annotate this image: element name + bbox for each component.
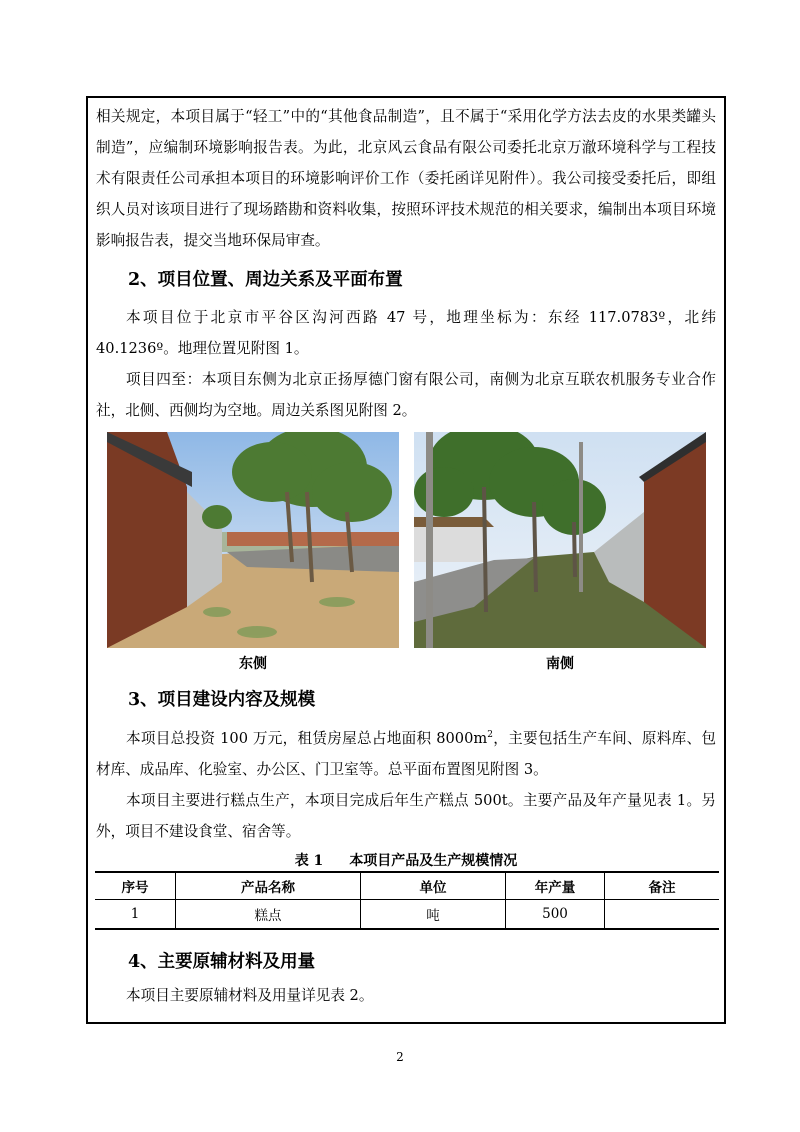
section-4-paragraph: 本项目主要原辅材料及用量详见表 2。 — [126, 986, 374, 1004]
col-header-remarks: 备注 — [605, 872, 720, 900]
section-3-investment-text: 本项目总投资 100 万元，租赁房屋总占地面积 8000m — [126, 729, 488, 747]
section-2-location-paragraph: 本项目位于北京市平谷区沟河西路 47 号，地理坐标为：东经 117.0783º，北纬 40.1236º。地理位置见附图 1。 — [96, 309, 716, 357]
section-4-heading: 4、主要原辅材料及用量 — [128, 951, 316, 972]
intro-paragraph: 相关规定，本项目属于“轻工”中的“其他食品制造”，且不属于“采用化学方法去皮的水果类罐头制造”，应编制环境影响报告表。为此，北京风云食品有限公司委托北京万澈环境科学与工程技术有限责任公司承担本项目的环境影响评价工作（委托函详见附件）。我公司接受委托后，即组织人员对该项目进行了现场踏勘和资料收集，按照环评技术规范的相关要求，编制出本项目环境影响报告表，提交当地环保局审查。 — [96, 108, 716, 249]
area-unit-superscript: 2 — [487, 730, 493, 740]
col-header-annual-output: 年产量 — [506, 872, 605, 900]
product-scale-table — [95, 871, 719, 930]
table-row — [95, 899, 719, 929]
col-header-product-name: 产品名称 — [176, 872, 361, 900]
section-3-investment-text-cont: ，主要包括生产车间、原料库、包材库、成品库、化验室、办公区、门卫室等。总平面布置图见附图 3。 — [96, 729, 716, 778]
table-header-row — [95, 872, 719, 900]
col-header-unit: 单位 — [361, 872, 506, 900]
south-side-caption: 南侧 — [546, 656, 574, 672]
south-side-photo — [414, 432, 706, 648]
south-side-photo-image — [414, 432, 706, 648]
east-side-photo-image — [107, 432, 399, 648]
east-side-photo — [107, 432, 399, 648]
cell-remarks — [605, 899, 720, 929]
east-side-caption: 东侧 — [239, 656, 267, 672]
section-3-production-paragraph: 本项目主要进行糕点生产，本项目完成后年生产糕点 500t。主要产品及年产量见表 1。另外，项目不建设食堂、宿舍等。 — [96, 791, 716, 840]
table-1-title — [96, 851, 716, 871]
section-3-heading: 3、项目建设内容及规模 — [128, 690, 316, 710]
section-2-heading: 2、项目位置、周边关系及平面布置 — [128, 270, 403, 290]
cell-annual-output: 500 — [506, 899, 605, 929]
table-1-number: 表 1 — [294, 852, 324, 869]
col-header-index: 序号 — [95, 872, 176, 900]
report-content — [96, 98, 716, 1011]
page-number: 2 — [396, 1050, 404, 1064]
section-2-surroundings-paragraph: 项目四至：本项目东侧为北京正扬厚德门窗有限公司，南侧为北京互联农机服务专业合作社，北侧、西侧均为空地。周边关系图见附图 2。 — [96, 371, 716, 419]
cell-product-name: 糕点 — [176, 899, 361, 929]
report-frame — [86, 96, 726, 1024]
site-photos — [96, 432, 716, 686]
cell-unit: 吨 — [361, 899, 506, 929]
section-3-investment-paragraph — [96, 720, 716, 785]
cell-index: 1 — [95, 899, 176, 929]
table-1-caption: 本项目产品及生产规模情况 — [349, 852, 518, 869]
